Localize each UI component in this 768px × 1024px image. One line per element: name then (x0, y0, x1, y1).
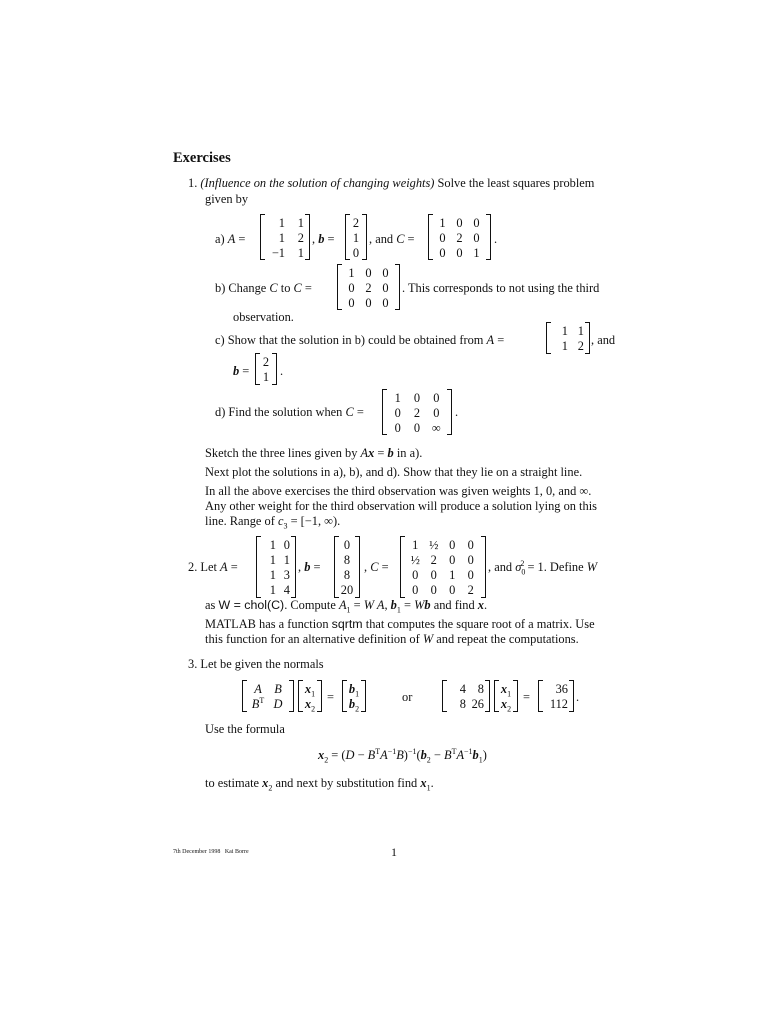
matrix-A: 1 1 1 2 −1 1 (260, 214, 310, 260)
matlab-text-2: this function for an alternative definition of W and repeat the computations. (205, 632, 579, 646)
matrix-A-reduced: 1 1 1 2 (546, 322, 590, 354)
matrix-A2: 1 0 1 1 1 3 1 4 (256, 536, 296, 598)
sketch-text: Sketch the three lines given by Ax = b in a). (205, 446, 423, 460)
matrix-C-changed: 1 0 0 0 2 0 0 0 0 (337, 264, 400, 310)
matlab-text-1: MATLAB has a function sqrtm that computes the square root of a matrix. Use (205, 617, 595, 631)
vector-rhs-numeric: 36 112 (538, 680, 574, 712)
or-text: or (402, 690, 413, 704)
part-d-label: d) Find the solution when C = (215, 405, 364, 419)
problem-1-title: (Influence on the solution of changing weights) (200, 176, 435, 190)
problem-2-label: 2. Let A = (188, 560, 238, 574)
matrix-C-infinite: 1 0 0 0 2 0 0 0 ∞ (382, 389, 452, 435)
part-b-label: b) Change C to C = (215, 281, 312, 295)
use-formula-text: Use the formula (205, 722, 285, 736)
vector-b-block: $b_1$ $b_2$ (342, 680, 366, 712)
chol-text: as W = chol(C). Compute $A_1 = W$ A, $b_1 = Wb$ and find x. (205, 598, 488, 615)
estimate-text: to estimate $x_2$ and next by substitution find $x_1$. (205, 776, 434, 793)
part-c-label: c) Show that the solution in b) could be obtained from A = (215, 333, 505, 347)
problem-1-line2: given by (205, 192, 249, 206)
part-a-label: a) A = (215, 232, 246, 246)
all-text-3: line. Range of $c_3 = [-1$, ∞). (205, 514, 341, 531)
vector-b: 2 1 0 (345, 214, 367, 260)
problem-3-label: 3. Let be given the normals (188, 657, 324, 671)
numeric-matrix: 4 8 8 26 (442, 680, 490, 712)
vector-x-numeric: $x_1$ $x_2$ (494, 680, 518, 712)
formula: $x_2 = (D - B^TA^{-1}B)^{-1}(b_2 - B^TA^{-1}b_1)$ (318, 746, 487, 765)
footer-author: Kai Borre (224, 849, 249, 855)
section-heading: Exercises (173, 150, 231, 166)
vector-x: $x_1$ $x_2$ (298, 680, 322, 712)
matrix-C2: 1 ½ 0 0 ½ 2 0 0 0 0 1 0 0 0 0 2 (400, 536, 486, 598)
footer-date: 7th December 1998 (173, 849, 221, 855)
vector-b2: 0 8 8 20 (334, 536, 360, 598)
problem-1-line1: 1. (Influence on the solution of changing weights) Solve the least squares problem (188, 176, 595, 190)
vector-b-reduced: 2 1 (255, 353, 277, 385)
matrix-C: 1 0 0 0 2 0 0 0 1 (428, 214, 491, 260)
all-text-1: In all the above exercises the third observation was given weights 1, 0, and ∞. (205, 484, 592, 498)
page-number: 1 (391, 845, 397, 859)
footer-meta (173, 849, 249, 855)
chol-code: W = chol(C) (218, 598, 285, 612)
block-matrix: A B $B^T$ D (242, 680, 294, 712)
sqrtm-code: sqrtm (331, 617, 363, 631)
next-text: Next plot the solutions in a), b), and d). Show that they lie on a straight line. (205, 465, 583, 479)
all-text-2: Any other weight for the third observation will produce a solution lying on this (205, 499, 597, 513)
